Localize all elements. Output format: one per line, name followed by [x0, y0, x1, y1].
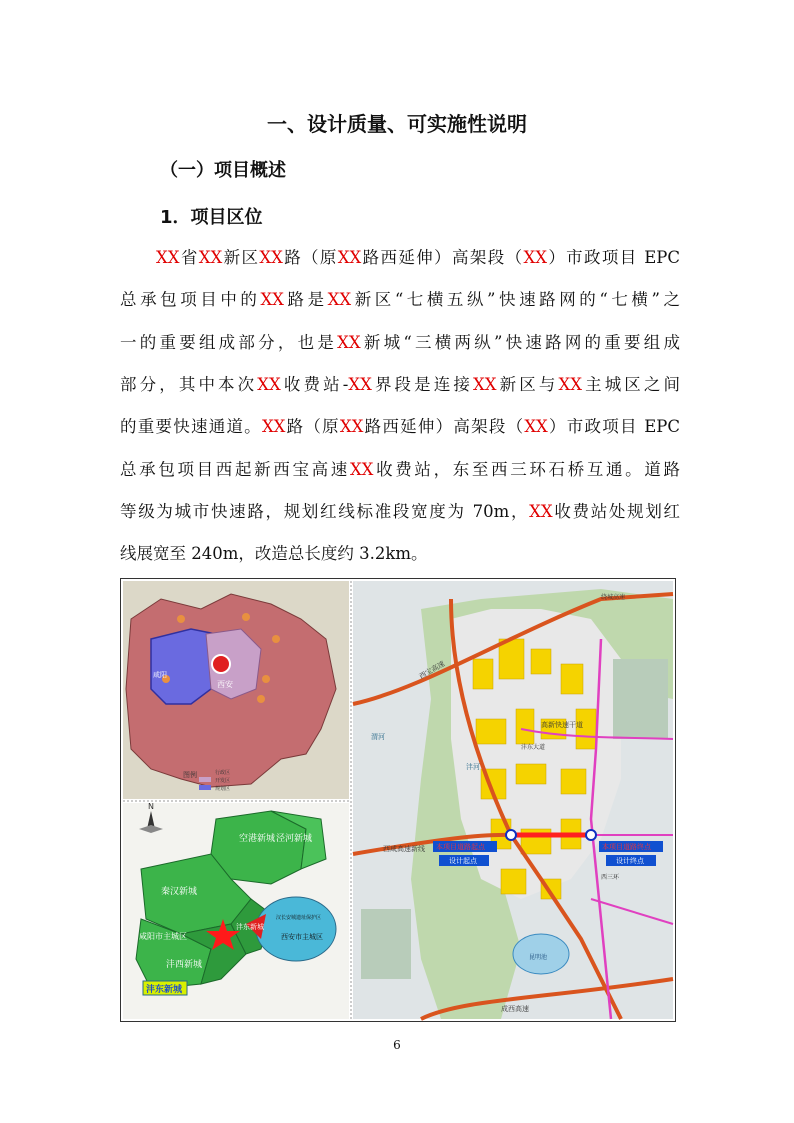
text-run: 线展宽至 240m，改造总长度约 3.2km。	[120, 544, 428, 564]
start-annotation-line1: 本项目道路起点	[436, 843, 485, 851]
paragraph-line	[120, 498, 680, 540]
text-run: 新区“七横五纵”快速路网的“七横”之	[351, 290, 680, 310]
road-label: 成西高速	[501, 1005, 529, 1013]
highlight-token: XX	[257, 374, 281, 394]
highlight-token: XX	[529, 501, 553, 521]
road-label: 西三环	[601, 874, 620, 881]
detail-map-panel	[353, 581, 673, 1019]
paragraph-line	[120, 329, 680, 371]
town-marker	[262, 675, 270, 683]
project-start-point	[506, 830, 516, 840]
text-run: 等级为城市快速路，规划红线标准段宽度为 70m，	[120, 501, 530, 521]
area-label: 沣河	[466, 763, 480, 771]
compass-north-label: N	[148, 802, 154, 811]
text-run: 新城“三横两纵”快速路网的重要组成	[360, 332, 681, 352]
legend-swatch	[199, 777, 211, 782]
town-marker	[177, 615, 185, 623]
paragraph-line	[120, 413, 680, 455]
text-run: 部分，其中本次	[120, 374, 258, 394]
xian-main-district	[256, 897, 336, 961]
road-label: 高新快速干道	[541, 721, 583, 729]
highlight-token: XX	[337, 332, 361, 352]
text-run: 的重要快速通道。	[120, 417, 262, 437]
legend-item: 规划区	[215, 786, 231, 792]
highlight-token: XX	[337, 248, 362, 267]
district-label: 沣西新城	[166, 960, 203, 970]
project-end-point	[586, 830, 596, 840]
highlight-token: XX	[156, 248, 180, 267]
road-label: 绕城高速	[601, 594, 626, 601]
text-run: 收费站处规划红	[552, 501, 681, 521]
new-district-map-panel	[123, 802, 349, 1019]
text-run: 新区	[222, 248, 260, 267]
page-number: 6	[393, 1038, 401, 1052]
highlight-token: XX	[349, 459, 374, 479]
highlight-token: XX	[260, 290, 284, 310]
text-run: 总承包项目西起新西宝高速	[120, 459, 350, 479]
text-run: 新区与	[496, 374, 559, 394]
highlight-token: XX	[524, 417, 548, 437]
text-run: 一的重要组成部分，也是	[120, 332, 338, 352]
highlight-token: XX	[339, 417, 364, 437]
legend-swatch	[199, 785, 211, 790]
text-run: 界段是连接	[371, 374, 474, 394]
highlight-token: XX	[558, 374, 582, 394]
page-title: 一、设计质量、可实施性说明	[267, 112, 527, 136]
highlight-token: XX	[259, 248, 283, 267]
text-run: 路是	[283, 290, 328, 310]
section-heading: （一）项目概述	[160, 160, 286, 181]
paragraph-line	[120, 286, 680, 328]
west-city-label: 咸阳	[153, 671, 167, 679]
highlight-badge-label: 沣东新城	[146, 985, 183, 995]
end-annotation-line2: 设计终点	[616, 857, 644, 865]
paragraph-line	[120, 371, 680, 413]
district-label: 空港新城	[239, 834, 276, 844]
paragraph-line	[120, 456, 680, 498]
highlight-token: XX	[327, 290, 352, 310]
green-park	[361, 909, 411, 979]
road-label: 沣东大道	[521, 744, 546, 751]
road-label: 西宝高速	[418, 659, 447, 681]
text-run: ）市政项目 EPC	[547, 417, 681, 437]
text-run: 主城区之间	[581, 374, 681, 394]
regional-map-panel	[123, 581, 349, 799]
area-label: 渭河	[371, 733, 385, 741]
district-label: 秦汉新城	[161, 887, 198, 897]
town-marker	[272, 635, 280, 643]
district-label: 泾河新城	[276, 834, 313, 844]
text-run: 路（原	[282, 248, 338, 267]
legend-item: 行政区	[215, 770, 231, 776]
road-label: 西咸高速新线	[383, 845, 425, 853]
legend-item: 开发区	[215, 778, 231, 784]
text-run: 路（原	[285, 417, 340, 437]
legend-title: 图例	[183, 771, 197, 779]
location-map-svg	[121, 579, 675, 1021]
legend-swatch	[199, 769, 211, 774]
green-park	[613, 659, 668, 739]
end-annotation-line1: 本项目道路终点	[602, 843, 651, 851]
highlight-token: XX	[348, 374, 372, 394]
subsection-heading: 1．项目区位	[160, 207, 263, 228]
city-center-marker	[212, 655, 230, 673]
text-run: ）市政项目 EPC	[546, 248, 681, 267]
highlight-token: XX	[523, 248, 547, 267]
district-label: 汉长安城遗址保护区	[276, 915, 322, 921]
paragraph-line	[120, 540, 680, 582]
text-run: 省	[179, 248, 199, 267]
district-label: 西安市主城区	[281, 933, 323, 941]
start-annotation-line2: 设计起点	[449, 857, 477, 865]
town-marker	[242, 613, 250, 621]
text-run: 收费站-	[280, 374, 349, 394]
district-label: 沣东新城	[236, 923, 264, 931]
highlight-token: XX	[198, 248, 223, 267]
city-label: 西安	[217, 680, 233, 689]
text-run: 路西延伸）高架段（	[361, 248, 524, 267]
district-label: 咸阳市主城区	[139, 932, 187, 941]
location-map-figure	[120, 578, 676, 1022]
town-marker	[257, 695, 265, 703]
text-run: 总承包项目中的	[120, 290, 261, 310]
highlight-token: XX	[473, 374, 497, 394]
text-run: 路西延伸）高架段（	[363, 417, 525, 437]
area-label: 昆明池	[529, 954, 548, 961]
highlight-token: XX	[261, 417, 286, 437]
paragraph-line	[156, 244, 680, 286]
text-run: 收费站，东至西三环石桥互通。道路	[373, 459, 681, 479]
